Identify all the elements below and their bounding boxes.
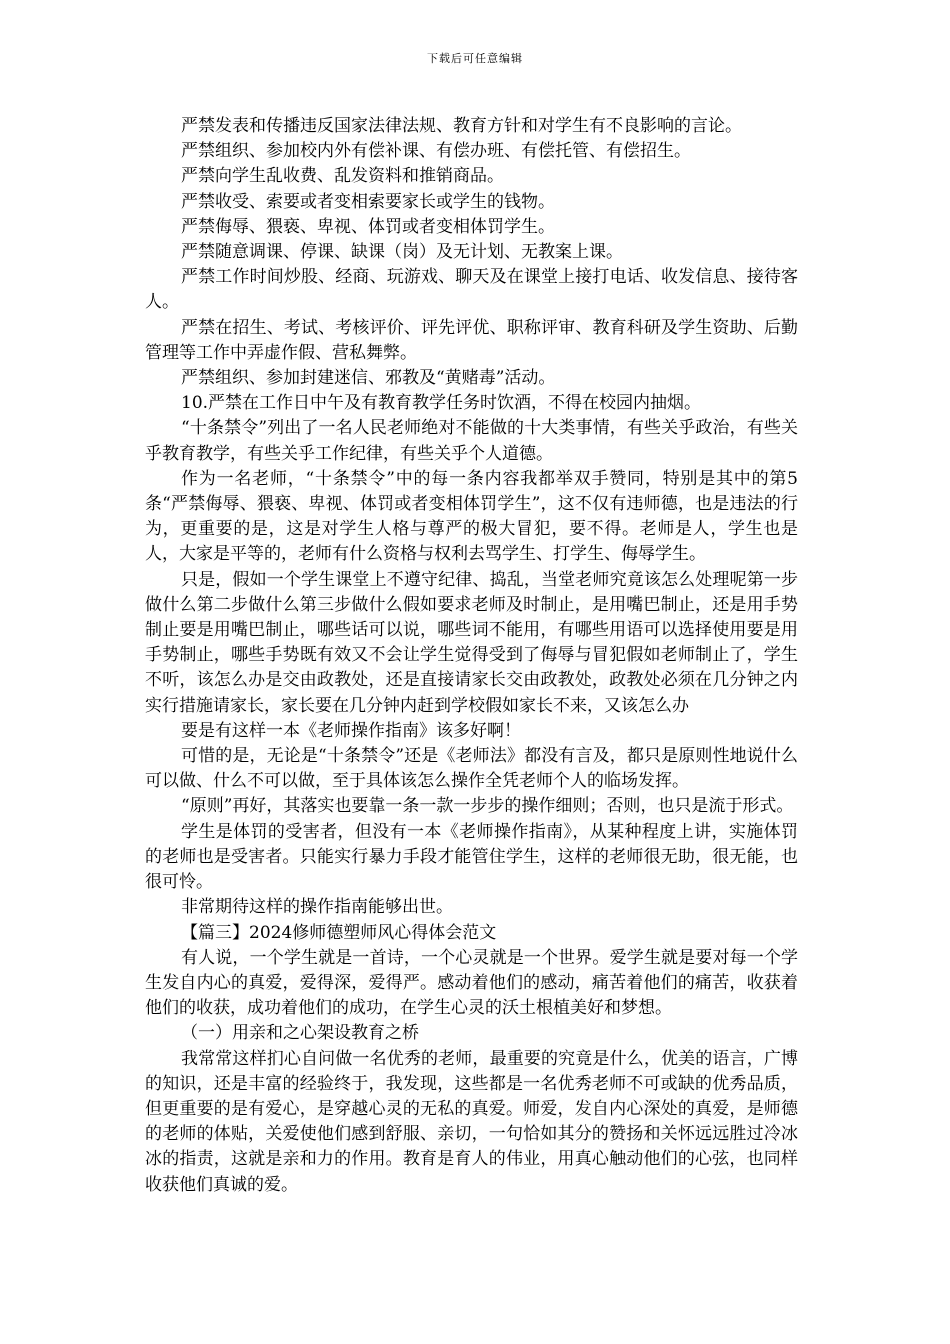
paragraph: “十条禁令”列出了一名人民老师绝对不能做的十大类事情，有些关乎政治，有些关乎教育教学，有些关乎工作纪律，有些关乎个人道德。 [145, 418, 798, 464]
section-heading: 【篇三】2024修师德塑师风心得体会范文 [181, 922, 497, 943]
page-header: 下载后可任意编辑 [427, 52, 523, 65]
subsection-heading: （一）用亲和之心架设教育之桥 [181, 1023, 419, 1044]
paragraph: “原则”再好，其落实也要靠一条一款一步步的操作细则；否则，也只是流于形式。 [181, 796, 794, 817]
paragraph: 严禁工作时间炒股、经商、玩游戏、聊天及在课堂上接打电话、收发信息、接待客人。 [145, 267, 798, 313]
paragraph: 严禁向学生乱收费、乱发资料和推销商品。 [181, 166, 504, 187]
paragraph: 可惜的是，无论是“十条禁令”还是《老师法》都没有言及，都只是原则性地说什么可以做、什么不可以做，至于具体该怎么操作全凭老师个人的临场发挥。 [145, 746, 798, 792]
paragraph: 严禁组织、参加校内外有偿补课、有偿办班、有偿托管、有偿招生。 [181, 141, 691, 162]
paragraph: 要是有这样一本《老师操作指南》该多好啊！ [181, 720, 521, 741]
paragraph: 10.严禁在工作日中午及有教育教学任务时饮酒，不得在校园内抽烟。 [181, 393, 702, 414]
paragraph: 有人说，一个学生就是一首诗，一个心灵就是一个世界。爱学生就是要对每一个学生发自内心的真爱，爱得深，爱得严。感动着他们的感动，痛苦着他们的痛苦，收获着他们的收获，成功着他们的成功，在学生心灵的沃土根植美好和梦想。 [145, 947, 798, 1019]
paragraph: 我常常这样扪心自问做一名优秀的老师，最重要的究竟是什么，优美的语言，广博的知识，还是丰富的经验终于，我发现，这些都是一名优秀老师不可或缺的优秀品质，但更重要的是有爱心，是穿越心灵的无私的真爱。师爱，发自内心深处的真爱，是师德的老师的体贴，关爱使他们感到舒服、亲切，一句恰如其分的赞扬和关怀远远胜过冷冰冰的指责，这就是亲和力的作用。教育是育人的伟业，用真心触动他们的心弦，也同样收获他们真诚的爱。 [145, 1048, 798, 1195]
document-body [145, 114, 798, 1198]
paragraph: 严禁随意调课、停课、缺课（岗）及无计划、无教案上课。 [181, 242, 623, 263]
paragraph: 严禁侮辱、猥亵、卑视、体罚或者变相体罚学生。 [181, 216, 555, 237]
paragraph: 严禁发表和传播违反国家法律法规、教育方针和对学生有不良影响的言论。 [181, 116, 742, 136]
paragraph: 作为一名老师，“十条禁令”中的每一条内容我都举双手赞同，特别是其中的第5条“严禁侮辱、猥亵、卑视、体罚或者变相体罚学生”，这不仅有违师德，也是违法的行为，更重要的是，这是对学生人格与尊严的极大冒犯，要不得。老师是人，学生也是人，大家是平等的，老师有什么资格与权利去骂学生、打学生、侮辱学生。 [145, 468, 798, 565]
paragraph: 严禁组织、参加封建迷信、邪教及“黄赌毒”活动。 [181, 368, 556, 389]
paragraph: 严禁在招生、考试、考核评价、评先评优、职称评审、教育科研及学生资助、后勤管理等工作中弄虚作假、营私舞弊。 [145, 317, 798, 363]
paragraph: 学生是体罚的受害者，但没有一本《老师操作指南》，从某种程度上讲，实施体罚的老师也是受害者。只能实行暴力手段才能管住学生，这样的老师很无助，很无能，也很可怜。 [145, 821, 798, 893]
paragraph: 严禁收受、索要或者变相索要家长或学生的钱物。 [181, 191, 555, 212]
paragraph: 非常期待这样的操作指南能够出世。 [181, 897, 453, 918]
paragraph: 只是，假如一个学生课堂上不遵守纪律、捣乱，当堂老师究竟该怎么处理呢第一步做什么第二步做什么第三步做什么假如要求老师及时制止，是用嘴巴制止，还是用手势制止要是用嘴巴制止，哪些话可以说，哪些词不能用，有哪些用语可以选择使用要是用手势制止，哪些手势既有效又不会让学生觉得受到了侮辱与冒犯假如老师制止了，学生不听，该怎么办是交由政教处，还是直接请家长交由政教处，政教处必须在几分钟之内实行措施请家长，家长要在几分钟内赶到学校假如家长不来，又该怎么办 [145, 569, 798, 716]
